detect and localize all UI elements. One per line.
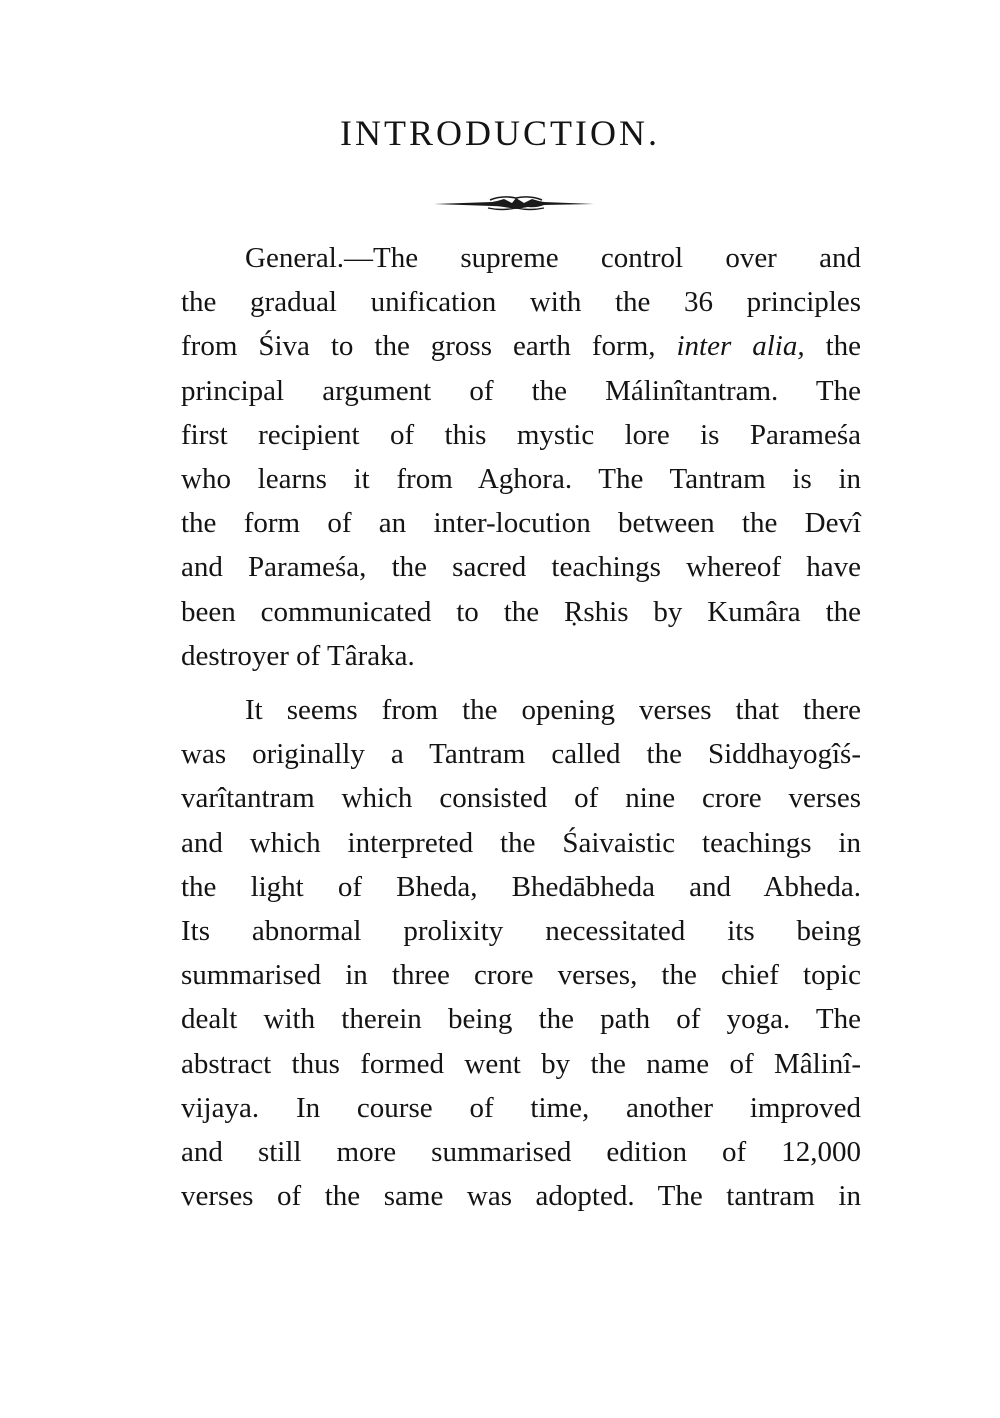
text-line: destroyer of Târaka. [181,639,415,672]
italic-phrase: inter alia, [676,330,805,363]
text-line: and still more summarised edition of 12,000 [181,1136,861,1169]
text-line: the gradual unification with the 36 principles [181,286,861,319]
text-line: first recipient of this mystic lore is Parameśa [181,418,861,451]
text-line-mixed [181,324,861,368]
text-segment: from Śiva to the gross earth form, [181,330,656,363]
decorative-ornament-icon [432,192,596,216]
text-line: been communicated to the Ṛshis by Kumâra the [181,595,861,628]
text-line: abstract thus formed went by the name of Mâlinî- [181,1047,861,1080]
body-text [181,236,861,1218]
paragraph-general [181,236,861,678]
text-line: and which interpreted the Śaivaistic teachings in [181,826,861,859]
text-line: verses of the same was adopted. The tantram in [181,1180,861,1213]
text-line: Its abnormal prolixity necessitated its being [181,915,861,948]
text-line: was originally a Tantram called the Siddhayogîś- [181,738,861,771]
text-line: and Parameśa, the sacred teachings whereof have [181,551,861,584]
page-title: INTRODUCTION. [340,113,660,153]
paragraph-origin [181,688,861,1218]
text-line: who learns it from Aghora. The Tantram is in [181,463,861,496]
text-segment: the [825,330,861,363]
text-line: the form of an inter-locution between the Devî [181,507,861,540]
text-line: vijaya. In course of time, another improved [181,1091,861,1124]
text-line: summarised in three crore verses, the chief topic [181,959,861,992]
text-line: General.—The supreme control over and [245,242,861,274]
text-line: It seems from the opening verses that there [245,694,861,727]
text-line: dealt with therein being the path of yoga. The [181,1003,861,1036]
text-line: principal argument of the Málinîtantram. The [181,374,861,407]
text-line: the light of Bheda, Bhedābheda and Abheda. [181,870,861,903]
text-line: varîtantram which consisted of nine crore verses [181,782,861,815]
